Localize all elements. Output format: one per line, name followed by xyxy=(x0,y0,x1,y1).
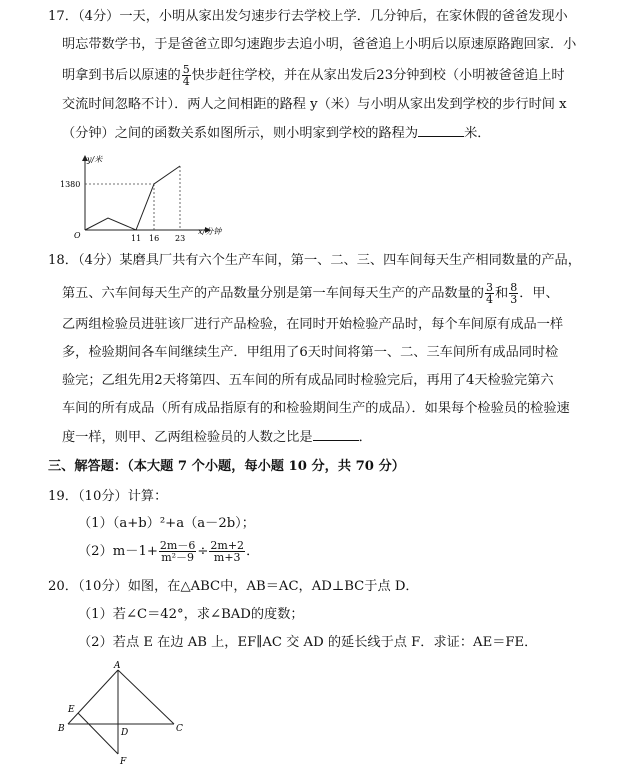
q17-line-3 xyxy=(62,64,565,87)
q19-part-1: （1）（a+b）²+a（a－2b）； xyxy=(78,516,255,531)
q18-line-7 xyxy=(62,428,372,447)
graph-x-label: x/分钟 xyxy=(198,227,222,236)
segment-ab xyxy=(68,670,118,724)
q18-line-6: 车间的所有成品（所有成品指原有的和检验期间生产的成品）．如果每个检验员的检验速 xyxy=(62,401,570,416)
q17-line-5a: （分钟）之间的函数关系如图所示，则小明家到学校的路程为 xyxy=(62,126,419,141)
q19-part-2a: （2）m－1+ xyxy=(78,544,158,559)
q20-part-1: （1）若∠C＝42°，求∠BAD的度数； xyxy=(78,607,304,622)
q19-fraction-1-den: m²－9 xyxy=(161,551,195,564)
q17-function-graph xyxy=(60,150,240,246)
q18-line-4: 多，检验期间各车间继续生产．甲组用了6天时间将第一、二、三车间所有成品同时检 xyxy=(62,345,559,360)
q18-line-5: 验完；乙组先用2天将第四、五车间的所有成品同时检验完后，再用了4天检验完第六 xyxy=(62,373,554,388)
q17-answer-blank xyxy=(418,124,464,137)
q19-fraction-1-num: 2m－6 xyxy=(159,539,196,552)
label-c: C xyxy=(176,724,183,734)
q17-line-1: 17．（4分）一天，小明从家出发匀速步行去学校上学．几分钟后，在家休假的爸爸发现小 xyxy=(48,9,568,24)
q18-fraction-1-num: 3 xyxy=(486,281,493,294)
q19-fraction-1 xyxy=(159,540,196,563)
q18-fraction-2-den: 3 xyxy=(510,293,518,306)
q17-line-3b: 快步赶往学校，并在从家出发后23分钟到校（小明被爸爸追上时 xyxy=(191,68,565,83)
q17-line-3a: 明拿到书后以原速的 xyxy=(62,68,181,83)
q20-triangle-figure xyxy=(56,660,196,770)
q19-part-2 xyxy=(78,540,259,563)
q17-fraction xyxy=(182,64,191,87)
section-3-heading: 三、解答题：（本大题 7 个小题，每小题 10 分，共 70 分） xyxy=(48,459,405,474)
q17-line-5b: 米． xyxy=(464,126,491,141)
q18-line-2a: 第五、六车间每天生产的产品数量分别是第一车间每天生产的产品数量的 xyxy=(62,286,484,301)
q19-fraction-2 xyxy=(209,540,245,563)
q19-part-2b: ÷ xyxy=(197,544,209,559)
q18-line-1: 18．（4分）某磨具厂共有六个生产车间，第一、二、三、四车间每天生产相同数量的产品， xyxy=(48,253,581,268)
q19-fraction-2-den: m+3 xyxy=(213,551,241,564)
q18-line-2 xyxy=(62,282,559,305)
q18-line-3: 乙两组检验员进驻该厂进行产品检验，在同时开始检验产品时，每个车间原有成品一样 xyxy=(62,317,564,332)
q20-part-2: （2）若点 E 在边 AB 上，EF∥AC 交 AD 的延长线于点 F．求证：AE＝FE． xyxy=(78,635,538,650)
q19-fraction-2-num: 2m+2 xyxy=(210,539,245,552)
graph-y-tick: 1380 xyxy=(60,180,81,189)
q18-line-2c: ．甲、 xyxy=(519,286,559,301)
graph-x-tick-23: 23 xyxy=(175,234,186,243)
label-a: A xyxy=(114,661,121,671)
graph-x-tick-16: 16 xyxy=(149,234,160,243)
q18-fraction-2-num: 8 xyxy=(510,281,518,294)
graph-y-label: y/米 xyxy=(87,155,103,164)
q17-line-4: 交流时间忽略不计）．两人之间相距的路程 y（米）与小明从家出发到学校的步行时间 x xyxy=(62,97,567,112)
segment-ac xyxy=(118,670,174,724)
q18-answer-blank xyxy=(313,428,359,441)
q20-title: 20．（10分）如图，在△ABC中，AB＝AC，AD⊥BC于点 D． xyxy=(48,579,419,594)
q18-fraction-1 xyxy=(485,282,494,305)
label-e: E xyxy=(68,705,75,715)
q17-fraction-numerator: 5 xyxy=(182,63,190,76)
graph-curve xyxy=(85,166,180,230)
label-f: F xyxy=(120,757,127,767)
q18-fraction-2 xyxy=(509,282,518,305)
graph-x-tick-11: 11 xyxy=(131,234,142,243)
q18-line-2b: 和 xyxy=(495,286,509,301)
q19-title: 19．（10分）计算： xyxy=(48,489,168,504)
graph-origin: O xyxy=(74,231,81,240)
q17-line-5 xyxy=(62,124,490,143)
q17-fraction-denominator: 4 xyxy=(182,75,190,88)
label-b: B xyxy=(58,724,65,734)
q18-fraction-1-den: 4 xyxy=(486,293,493,306)
q17-line-2: 明忘带数学书，于是爸爸立即匀速跑步去追小明，爸爸追上小明后以原速原路跑回家．小 xyxy=(62,37,577,52)
q19-part-2c: ． xyxy=(246,544,260,559)
q18-line-7b: ． xyxy=(358,430,372,445)
segment-ef xyxy=(78,713,118,754)
label-d: D xyxy=(121,728,129,738)
q18-line-7a: 度一样，则甲、乙两组检验员的人数之比是 xyxy=(62,430,313,445)
